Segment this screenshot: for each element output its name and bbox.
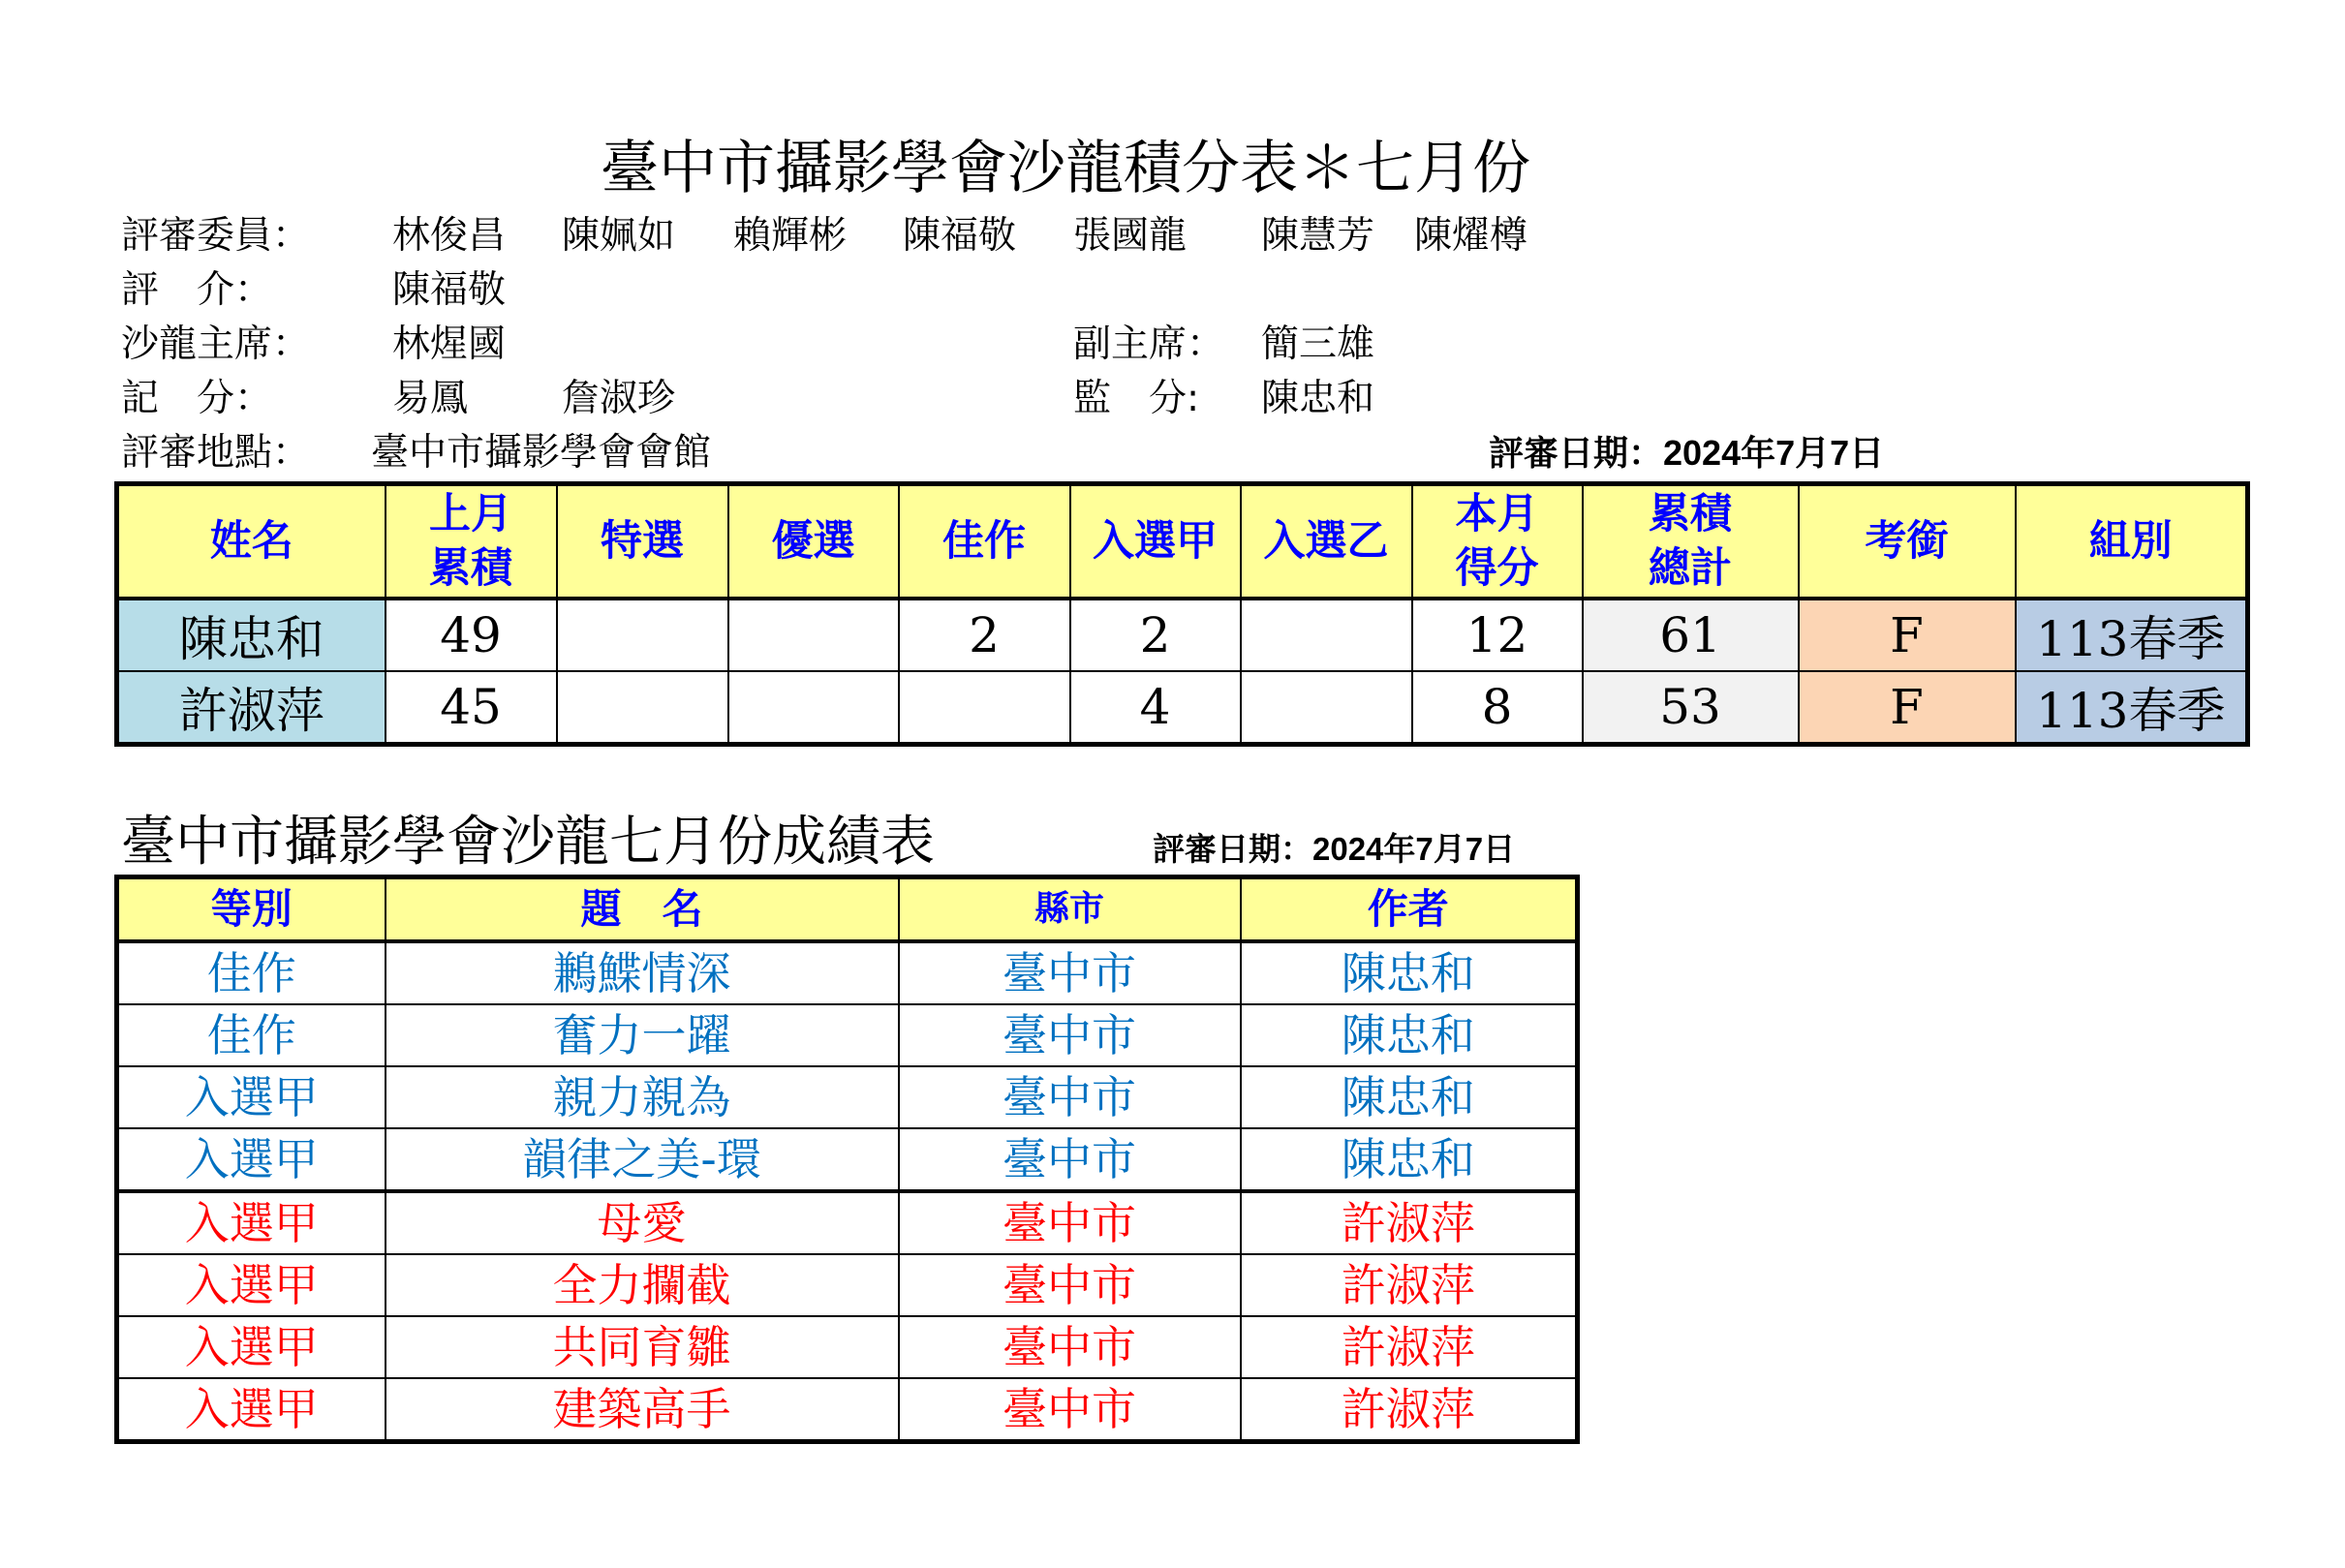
chair-name: 林煋國: [392, 323, 507, 366]
cell-author: 陳忠和: [1241, 1066, 1578, 1128]
header-prev-line2: 累積: [429, 544, 512, 593]
scorer-name: 詹淑珍: [562, 377, 676, 420]
cell-sel-a: 4: [1070, 671, 1241, 745]
cell-city: 臺中市: [899, 1378, 1241, 1442]
judge-name: 林俊昌: [392, 214, 507, 258]
cell-name: 陳忠和: [117, 599, 386, 671]
cell-prev: 49: [386, 599, 557, 671]
cell-city: 臺中市: [899, 1191, 1241, 1254]
header-sel-a: 入選甲: [1070, 484, 1241, 600]
scorer-name: 易鳳: [392, 377, 469, 420]
header-kao: 考銜: [1799, 484, 2016, 600]
cell-grade: 佳作: [117, 1004, 386, 1066]
header-name: 姓名: [117, 484, 386, 600]
table-row: [117, 1004, 1578, 1066]
cell-prev: 45: [386, 671, 557, 745]
cell-work: 共同育雛: [386, 1316, 899, 1378]
header-month: [1412, 484, 1583, 600]
cell-city: 臺中市: [899, 941, 1241, 1004]
cell-name: 許淑萍: [117, 671, 386, 745]
cell-grade: 入選甲: [117, 1316, 386, 1378]
venue-name: 臺中市攝影學會會館: [371, 431, 712, 475]
cell-author: 許淑萍: [1241, 1191, 1578, 1254]
page-title: 臺中市攝影學會沙龍積分表＊七月份: [601, 135, 1530, 202]
header-group: 組別: [2016, 484, 2248, 600]
table-row: [117, 1128, 1578, 1191]
cell-kao: F: [1799, 671, 2016, 745]
vice-chair-name: 簡三雄: [1261, 323, 1375, 366]
cell-author: 許淑萍: [1241, 1378, 1578, 1442]
cell-grade: 入選甲: [117, 1128, 386, 1191]
judge-name: 陳福敬: [903, 214, 1017, 258]
cell-city: 臺中市: [899, 1254, 1241, 1316]
cell-merit: 2: [899, 599, 1070, 671]
results-table: [114, 875, 1580, 1444]
header-total-line2: 總計: [1649, 544, 1732, 593]
commentary-label: 評 介：: [121, 268, 273, 312]
header-work: 題 名: [386, 877, 899, 942]
supervisor-label: 監 分:: [1073, 377, 1200, 420]
cell-work: 母愛: [386, 1191, 899, 1254]
judge-name: 張國龍: [1073, 214, 1188, 258]
cell-author: 許淑萍: [1241, 1316, 1578, 1378]
cell-special: [557, 671, 728, 745]
header-author: 作者: [1241, 877, 1578, 942]
chair-label: 沙龍主席：: [121, 323, 311, 366]
cell-grade: 入選甲: [117, 1254, 386, 1316]
header-total: [1583, 484, 1799, 600]
cell-work: 韻律之美-環: [386, 1128, 899, 1191]
cell-excellent: [728, 671, 899, 745]
score-table: [114, 481, 2250, 747]
cell-grade: 入選甲: [117, 1378, 386, 1442]
cell-month: 8: [1412, 671, 1583, 745]
header-prev: [386, 484, 557, 600]
judge-name: 陳燿樽: [1414, 214, 1528, 258]
cell-work: 親力親為: [386, 1066, 899, 1128]
results-title: 臺中市攝影學會沙龍七月份成績表: [121, 811, 935, 874]
judge-name: 陳姵如: [562, 214, 676, 258]
cell-month: 12: [1412, 599, 1583, 671]
judges-label: 評審委員：: [121, 214, 311, 258]
venue-label: 評審地點：: [121, 431, 311, 475]
cell-work: 全力攔截: [386, 1254, 899, 1316]
header-prev-line1: 上月: [429, 490, 512, 538]
table-row: [117, 671, 2248, 745]
table-row: [117, 1316, 1578, 1378]
header-merit: 佳作: [899, 484, 1070, 600]
cell-total: 61: [1583, 599, 1799, 671]
header-grade: 等別: [117, 877, 386, 942]
judge-name: 陳慧芳: [1261, 214, 1375, 258]
cell-work: 建築高手: [386, 1378, 899, 1442]
results-header-row: [117, 877, 1578, 942]
header-month-line1: 本月: [1455, 490, 1539, 538]
cell-sel-b: [1241, 599, 1412, 671]
table-row: [117, 599, 2248, 671]
commentary-name: 陳福敬: [392, 268, 507, 312]
table-row: [117, 941, 1578, 1004]
cell-excellent: [728, 599, 899, 671]
cell-grade: 佳作: [117, 941, 386, 1004]
cell-sel-b: [1241, 671, 1412, 745]
results-date: 評審日期：2024年7月7日: [1153, 831, 1516, 867]
header-total-line1: 累積: [1649, 490, 1732, 538]
supervisor-name: 陳忠和: [1261, 377, 1375, 420]
scorer-label: 記 分：: [121, 377, 273, 420]
vice-chair-label: 副主席：: [1073, 323, 1225, 366]
cell-work: 鶼鰈情深: [386, 941, 899, 1004]
cell-city: 臺中市: [899, 1004, 1241, 1066]
table-row: [117, 1254, 1578, 1316]
cell-group: 113春季: [2016, 599, 2248, 671]
cell-city: 臺中市: [899, 1128, 1241, 1191]
cell-total: 53: [1583, 671, 1799, 745]
header-special: 特選: [557, 484, 728, 600]
header-city: 縣市: [899, 877, 1241, 942]
cell-special: [557, 599, 728, 671]
cell-group: 113春季: [2016, 671, 2248, 745]
header-sel-b: 入選乙: [1241, 484, 1412, 600]
cell-city: 臺中市: [899, 1066, 1241, 1128]
cell-merit: [899, 671, 1070, 745]
header-month-line2: 得分: [1455, 544, 1539, 593]
header-excellent: 優選: [728, 484, 899, 600]
cell-sel-a: 2: [1070, 599, 1241, 671]
cell-city: 臺中市: [899, 1316, 1241, 1378]
cell-work: 奮力一躍: [386, 1004, 899, 1066]
cell-author: 陳忠和: [1241, 941, 1578, 1004]
judging-date: 評審日期：2024年7月7日: [1489, 433, 1885, 473]
table-row: [117, 1066, 1578, 1128]
cell-author: 陳忠和: [1241, 1128, 1578, 1191]
cell-author: 許淑萍: [1241, 1254, 1578, 1316]
judge-name: 賴輝彬: [733, 214, 848, 258]
cell-kao: F: [1799, 599, 2016, 671]
cell-author: 陳忠和: [1241, 1004, 1578, 1066]
table-row: [117, 1378, 1578, 1442]
score-header-row: [117, 484, 2248, 600]
cell-grade: 入選甲: [117, 1191, 386, 1254]
table-row: [117, 1191, 1578, 1254]
cell-grade: 入選甲: [117, 1066, 386, 1128]
